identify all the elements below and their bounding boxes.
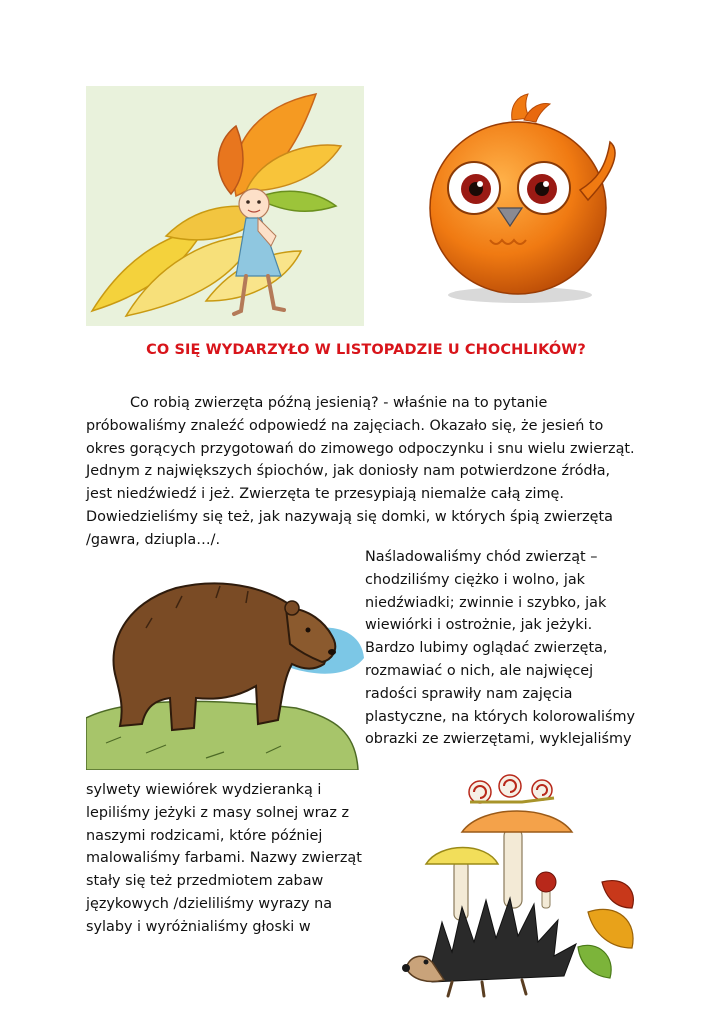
text-line: Co robią zwierzęta późną jesienią? - właśnie na to pytanie: [130, 395, 548, 411]
text-line: /gawra, dziupla…/.: [86, 531, 221, 548]
text-line: Bardzo lubimy oglądać zwierzęta,: [365, 640, 608, 657]
text-line: niedźwiadki; zwinnie i szybko, jak: [365, 594, 607, 611]
text-line: radości sprawiły nam zajęcia: [365, 685, 573, 702]
crafts-paragraph: [86, 779, 386, 939]
text-line: Naśladowaliśmy chód zwierząt –: [365, 549, 598, 565]
bear-illustration: [86, 548, 366, 770]
text-line: jest niedźwiedź i jeż. Zwierzęta te przesypiają niemalże całą zimę.: [86, 486, 564, 503]
text-line: sylwety wiewiórek wydzieranką i: [86, 782, 322, 798]
text-line: rozmawiać o nich, ale najwięcej: [365, 662, 594, 679]
text-line: stały się też przedmiotem zabaw: [86, 873, 324, 890]
text-line: językowych /dzieliliśmy wyrazy na: [86, 895, 333, 912]
orange-bird-illustration: [420, 90, 620, 305]
text-line: plastyczne, na których kolorowaliśmy: [365, 708, 635, 725]
text-line: okres gorących przygotowań do zimowego odpoczynku i snu wielu zwierząt.: [86, 440, 635, 457]
intro-paragraph: [86, 392, 646, 552]
text-line: obrazki ze zwierzętami, wyklejaliśmy: [365, 731, 632, 748]
text-line: naszymi rodzicami, które później: [86, 827, 323, 844]
text-line: wiewiórki i ostrożnie, jak jeżyki.: [365, 617, 593, 634]
text-line: Jednym z największych śpiochów, jak doniosły nam potwierdzone źródła,: [86, 463, 611, 480]
page-title: CO SIĘ WYDARZYŁO W LISTOPADZIE U CHOCHLIKÓW?: [146, 342, 586, 358]
text-line: chodziliśmy ciężko i wolno, jak: [365, 571, 586, 588]
text-line: malowaliśmy farbami. Nazwy zwierząt: [86, 850, 362, 867]
activities-paragraph: [365, 546, 655, 751]
text-line: lepiliśmy jeżyki z masy solnej wraz z: [86, 804, 350, 821]
text-line: sylaby i wyróżnialiśmy głoski w: [86, 918, 311, 935]
autumn-fairy-illustration: [86, 86, 364, 326]
text-line: próbowaliśmy znaleźć odpowiedź na zajęciach. Okazało się, że jesień to: [86, 417, 604, 434]
text-line: Dowiedzieliśmy się też, jak nazywają się domki, w których śpią zwierzęta: [86, 508, 613, 525]
hedgehog-illustration: [392, 772, 642, 1002]
